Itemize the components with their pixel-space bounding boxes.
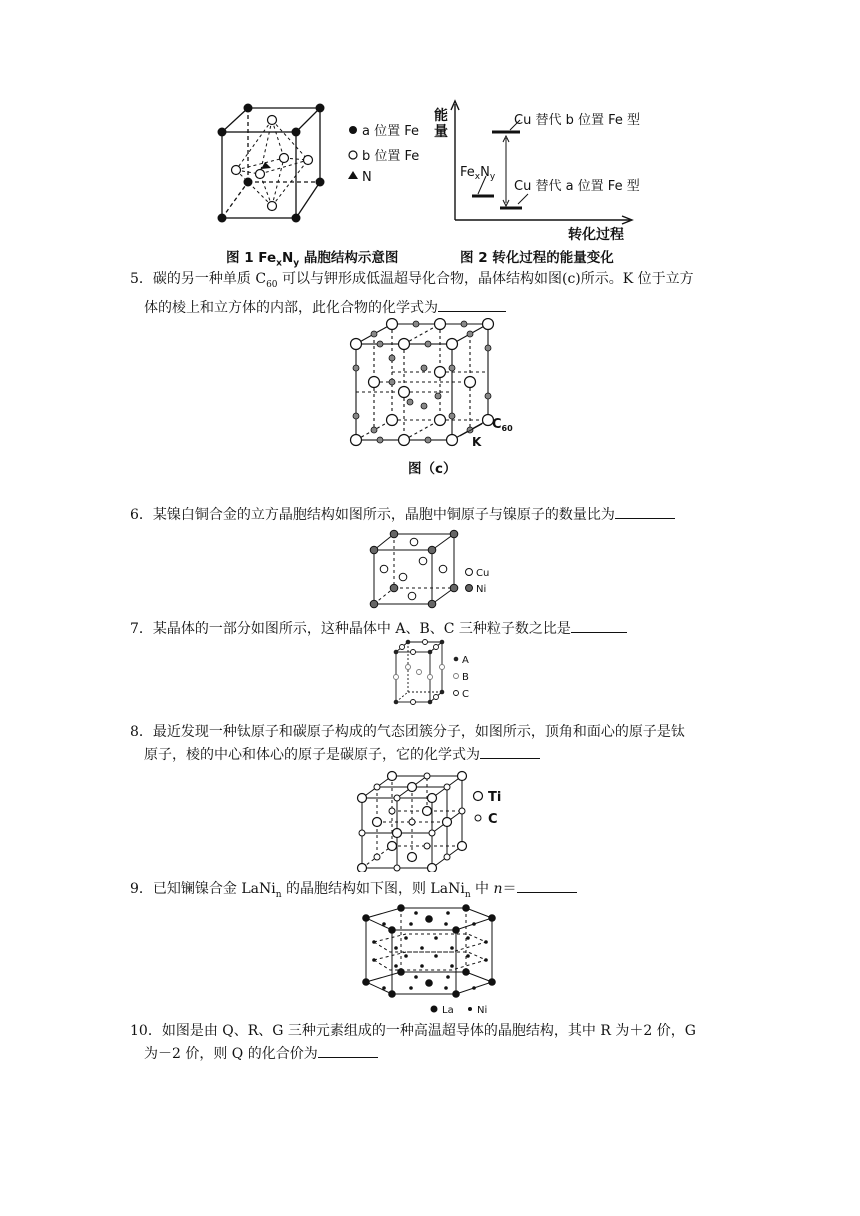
fig-c-label-k: K bbox=[472, 435, 482, 449]
question-5-line-2: 体的棱上和立方体的内部，此化合物的化学式为 bbox=[130, 297, 750, 320]
question-10-line-2: 为－2 价，则 Q 的化合价为 bbox=[130, 1043, 750, 1066]
figure-1-caption: 图 1 $Fe_xN_y$ 晶胞结构示意图 bbox=[226, 250, 399, 269]
q8-legend-ti: Ti bbox=[488, 790, 502, 805]
question-8-line-2: 原子，棱的中心和体心的原子是碳原子，它的化学式为 bbox=[130, 744, 750, 767]
fig2-xlabel: 转化过程 bbox=[568, 227, 624, 243]
q7-diagram bbox=[388, 638, 498, 710]
question-9: 9．已知镧镍合金 LaNi$_n$ 的晶胞结构如下图，则 LaNi$_n$ 中 n＝ bbox=[130, 878, 577, 907]
q9-diagram bbox=[356, 902, 506, 1018]
figure-2-diagram bbox=[430, 96, 650, 246]
fig1-legend-n: N bbox=[362, 170, 372, 185]
answer-blank[interactable] bbox=[615, 504, 675, 519]
answer-blank[interactable] bbox=[517, 878, 577, 893]
figure-c-diagram bbox=[344, 318, 524, 454]
figure-c-caption: 图（c） bbox=[408, 461, 457, 477]
answer-blank[interactable] bbox=[571, 618, 627, 633]
q6-legend-cu: Cu bbox=[476, 568, 490, 579]
q7-legend-a: A bbox=[462, 655, 469, 666]
question-5 bbox=[130, 268, 750, 320]
answer-blank[interactable] bbox=[318, 1043, 378, 1058]
question-10 bbox=[130, 1020, 750, 1066]
q9-legend-la: La bbox=[442, 1005, 454, 1016]
question-5-line-1: 5．碳的另一种单质 $C_{60}$ 可以与钾形成低温超导化合物，晶体结构如图(c)所示。K 位于立方 bbox=[130, 271, 694, 290]
answer-blank[interactable] bbox=[480, 744, 540, 759]
q7-legend-b: B bbox=[462, 672, 469, 683]
q6-legend-ni: Ni bbox=[476, 584, 487, 595]
answer-blank[interactable] bbox=[438, 297, 506, 312]
question-7: 7．某晶体的一部分如图所示，这种晶体中 A、B、C 三种粒子数之比是 bbox=[130, 618, 627, 641]
q9-legend-ni: Ni bbox=[477, 1005, 488, 1016]
question-8 bbox=[130, 721, 750, 767]
fig2-label-fe: $Fe_xN_y$ bbox=[460, 165, 496, 182]
fig2-label-a: Cu 替代 a 位置 Fe 型 bbox=[514, 179, 640, 194]
q6-diagram bbox=[366, 528, 506, 610]
fig2-label-b: Cu 替代 b 位置 Fe 型 bbox=[514, 113, 640, 128]
figure-2-caption: 图 2 转化过程的能量变化 bbox=[460, 250, 614, 266]
q8-diagram bbox=[354, 770, 514, 872]
fig1-legend-b: b 位置 Fe bbox=[362, 149, 420, 164]
question-8-line-1: 8．最近发现一种钛原子和碳原子构成的气态团簇分子，如图所示，顶角和面心的原子是钛 bbox=[130, 724, 685, 740]
q7-legend-c: C bbox=[462, 689, 469, 700]
figure-1-diagram bbox=[210, 98, 440, 228]
fig-c-label-c60: $C_{60}$ bbox=[492, 417, 513, 433]
q8-legend-c: C bbox=[488, 812, 498, 827]
fig2-ylabel-2: 量 bbox=[434, 124, 448, 140]
fig2-ylabel-1: 能 bbox=[434, 108, 448, 124]
fig1-legend-a: a 位置 Fe bbox=[362, 124, 419, 139]
question-6: 6．某镍白铜合金的立方晶胞结构如图所示，晶胞中铜原子与镍原子的数量比为 bbox=[130, 504, 675, 527]
question-10-line-1: 10．如图是由 Q、R、G 三种元素组成的一种高温超导体的晶胞结构，其中 R 为＋2 价，G bbox=[130, 1023, 696, 1039]
